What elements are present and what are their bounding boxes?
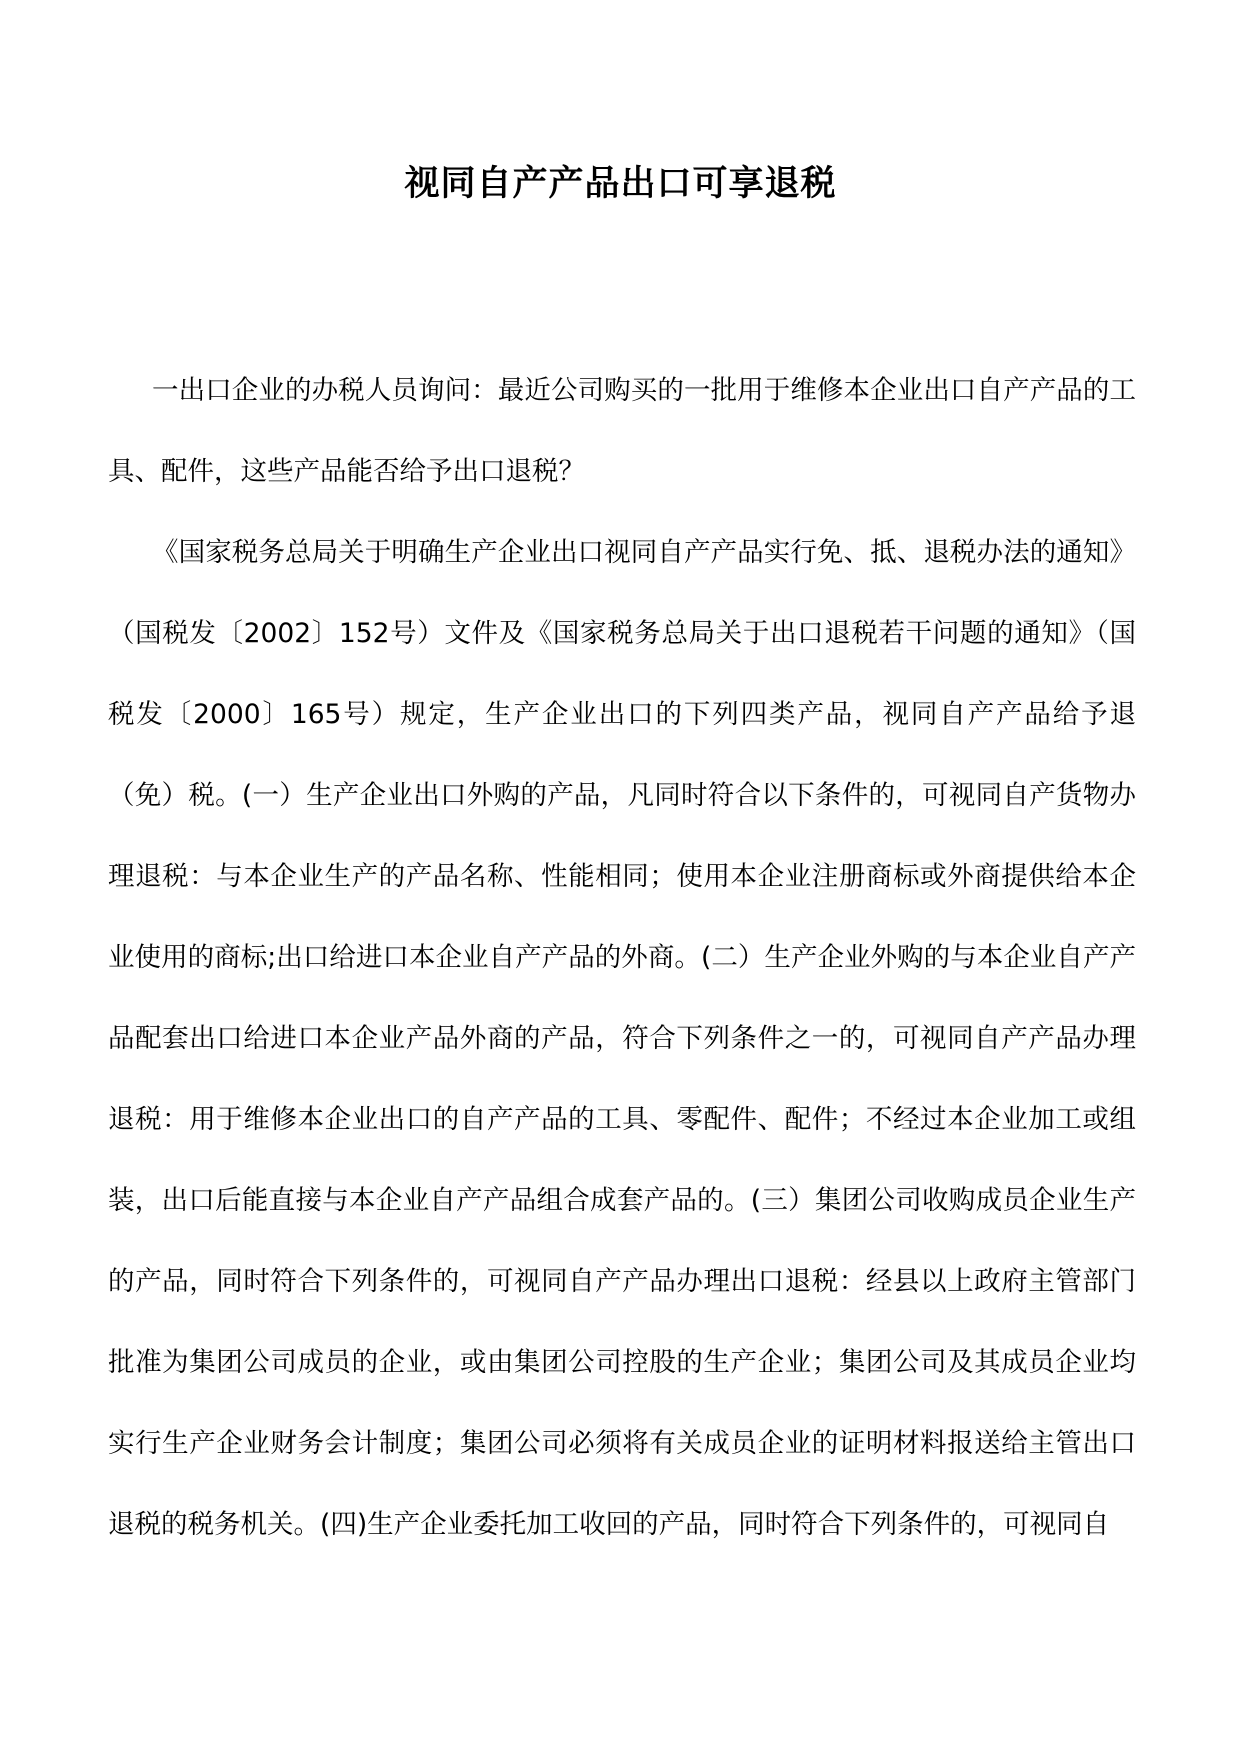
paragraph-answer: 《国家税务总局关于明确生产企业出口视同自产产品实行免、抵、退税办法的通知》（国税发〔2002〕152号）文件及《国家税务总局关于出口退税若干问题的通知》（国税发〔2000〕165号）规定，生产企业出口的下列四类产品，视同自产产品给予退（免）税。(一）生产企业出口外购的产品，凡同时符合以下条件的，可视同自产货物办理退税：与本企业生产的产品名称、性能相同；使用本企业注册商标或外商提供给本企业使用的商标;出口给进口本企业自产产品的外商。(二）生产企业外购的与本企业自产产品配套出口给进口本企业产品外商的产品，符合下列条件之一的，可视同自产产品办理退税：用于维修本企业出口的自产产品的工具、零配件、配件；不经过本企业加工或组装，出口后能直接与本企业自产产品组合成套产品的。(三）集团公司收购成员企业生产的产品，同时符合下列条件的，可视同自产产品办理出口退税：经县以上政府主管部门批准为集团公司成员的企业，或由集团公司控股的生产企业；集团公司及其成员企业均实行生产企业财务会计制度；集团公司必须将有关成员企业的证明材料报送给主管出口退税的税务机关。(四)生产企业委托加工收回的产品，同时符合下列条件的，可视同自 xyxy=(108,537,1136,1540)
document-title: 视同自产产品出口可享退税 xyxy=(404,163,837,204)
paragraph-question: 一出口企业的办税人员询问：最近公司购买的一批用于维修本企业出口自产产品的工具、配件，这些产品能否给予出口退税？ xyxy=(108,375,1136,487)
document-body xyxy=(108,350,1136,1565)
